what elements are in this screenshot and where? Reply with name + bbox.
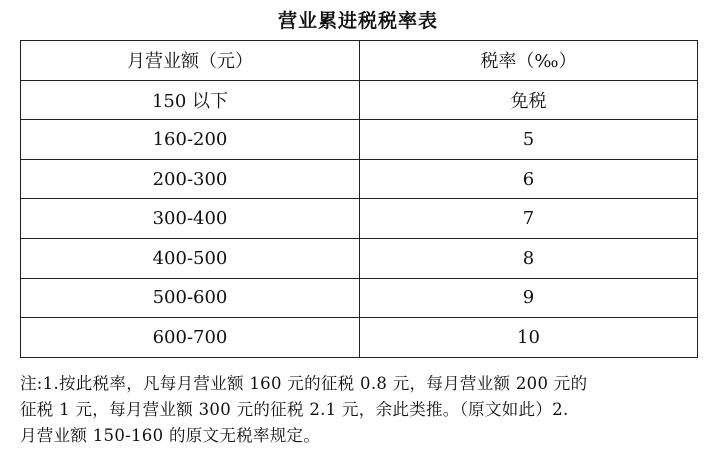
tax-rate-table (20, 40, 698, 358)
cell-tax-rate: 免税 (360, 80, 698, 120)
cell-tax-rate: 9 (360, 278, 698, 318)
footnote-line: 月营业额 150-160 的原文无税率规定。 (20, 426, 321, 445)
table-row (21, 159, 698, 199)
cell-revenue-range: 150 以下 (21, 80, 360, 120)
cell-tax-rate: 6 (360, 159, 698, 199)
cell-tax-rate: 5 (360, 120, 698, 160)
footnote-line: 征税 1 元，每月营业额 300 元的征税 2.1 元，余此类推。（原文如此）2. (20, 400, 569, 419)
header-monthly-revenue: 月营业额（元） (21, 41, 360, 81)
cell-tax-rate: 7 (360, 199, 698, 239)
footnote-line: 注:1.按此税率，凡每月营业额 160 元的征税 0.8 元，每月营业额 200 元的 (20, 374, 588, 393)
table-row (21, 120, 698, 160)
header-tax-rate: 税率（‰） (360, 41, 698, 81)
document-title: 营业累进税税率表 (277, 10, 438, 32)
table-footnote (20, 371, 706, 449)
cell-tax-rate: 10 (360, 318, 698, 358)
cell-revenue-range: 400-500 (21, 238, 360, 278)
table-row (21, 278, 698, 318)
cell-tax-rate: 8 (360, 238, 698, 278)
table-header-row (21, 41, 698, 81)
cell-revenue-range: 300-400 (21, 199, 360, 239)
table-row (21, 318, 698, 358)
cell-revenue-range: 160-200 (21, 120, 360, 160)
table-row (21, 80, 698, 120)
cell-revenue-range: 200-300 (21, 159, 360, 199)
cell-revenue-range: 500-600 (21, 278, 360, 318)
table-row (21, 199, 698, 239)
table-row (21, 238, 698, 278)
cell-revenue-range: 600-700 (21, 318, 360, 358)
